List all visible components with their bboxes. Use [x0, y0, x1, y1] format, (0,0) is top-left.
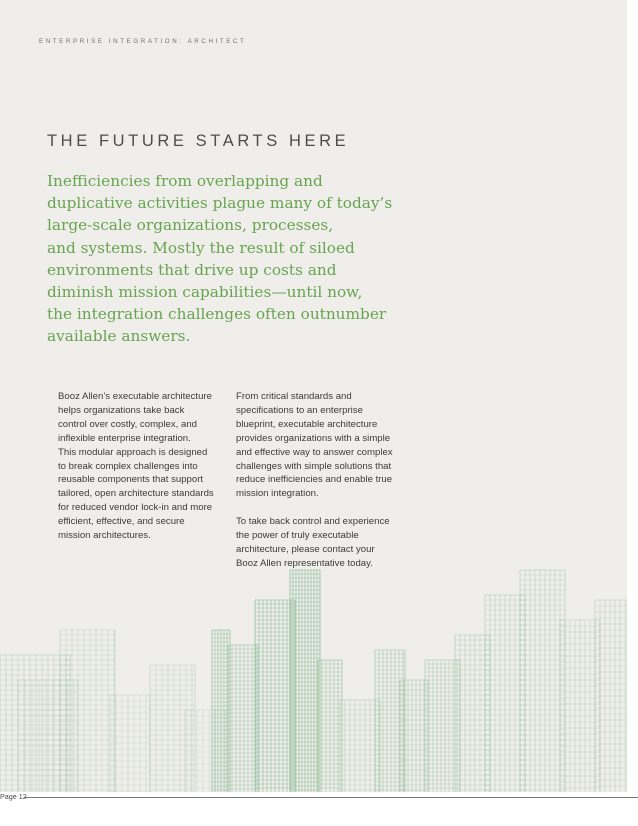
lead-line: Inefficiencies from overlapping and	[47, 172, 323, 190]
body-line: for reduced vendor lock-in and more	[58, 502, 213, 514]
lead-line: duplicative activities plague many of today’s	[47, 194, 393, 213]
body-line: blueprint, executable architecture	[236, 418, 378, 430]
body-line: inflexible enterprise integration.	[58, 432, 191, 444]
body-column-left	[58, 390, 228, 543]
lead-line: available answers.	[47, 327, 191, 346]
page-number: Page 12	[0, 792, 27, 801]
body-line: control over costly, complex, and	[58, 418, 197, 430]
section-title: THE FUTURE STARTS HERE	[47, 132, 350, 150]
footer-rule	[24, 797, 638, 798]
body-column-right	[236, 390, 411, 571]
body-line: helps organizations take back	[58, 404, 185, 416]
lead-line: and systems. Mostly the result of siloed	[47, 238, 355, 257]
running-header: ENTERPRISE INTEGRATION: ARCHITECT	[39, 38, 247, 45]
body-line: architecture, please contact your	[236, 543, 375, 555]
body-line: This modular approach is designed	[58, 446, 208, 458]
city-skyline-illustration	[0, 560, 627, 792]
body-line: the power of truly executable	[236, 530, 359, 542]
body-line: and effective way to answer complex	[236, 446, 393, 458]
body-line: to break complex challenges into	[58, 460, 198, 472]
body-line: specifications to an enterprise	[236, 404, 363, 416]
body-line: tailored, open architecture standards	[58, 488, 214, 500]
body-line: challenges with simple solutions that	[236, 460, 392, 472]
lead-paragraph	[47, 170, 427, 348]
body-line: From critical standards and	[236, 391, 352, 402]
body-line: reusable components that support	[58, 474, 204, 486]
body-line: efficient, effective, and secure	[58, 516, 185, 528]
body-line: To take back control and experience	[236, 516, 390, 528]
body-line: mission integration.	[236, 488, 319, 500]
lead-line: the integration challenges often outnumber	[47, 305, 387, 324]
paragraph-gap	[236, 501, 411, 515]
lead-line: environments that drive up costs and	[47, 260, 337, 279]
lead-line: large-scale organizations, processes,	[47, 216, 334, 235]
body-line: Booz Allen representative today.	[236, 557, 373, 569]
lead-line: diminish mission capabilities—until now,	[47, 283, 363, 302]
body-line: reduce inefficiencies and enable true	[236, 474, 393, 486]
body-line: Booz Allen’s executable architecture	[58, 391, 212, 402]
body-line: provides organizations with a simple	[236, 432, 391, 444]
body-line: mission architectures.	[58, 530, 151, 542]
